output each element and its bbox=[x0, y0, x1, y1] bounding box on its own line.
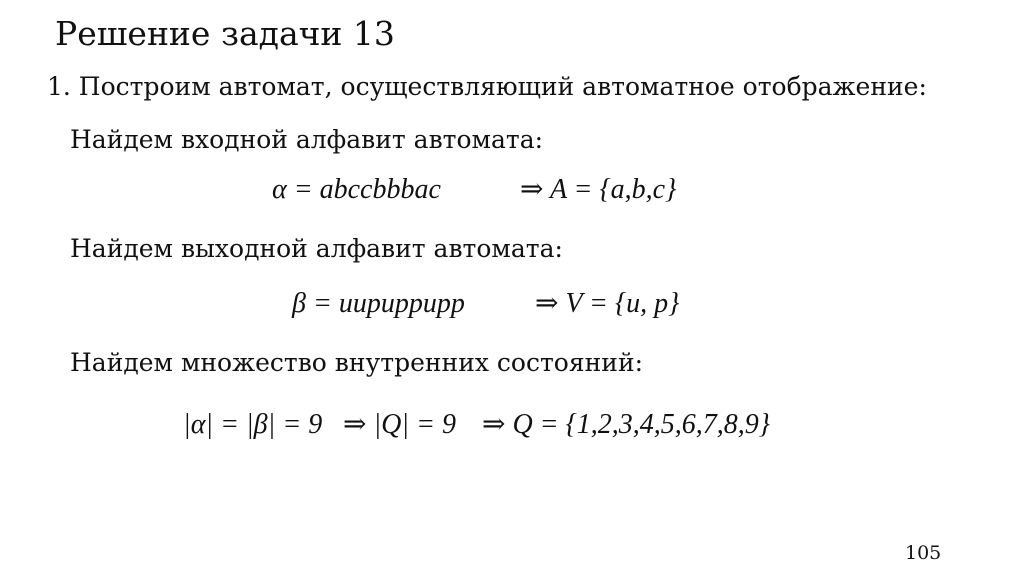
formula-state-count: ⇒ |Q| = 9 bbox=[343, 409, 456, 440]
formula-output-alphabet-set: ⇒ V = {u, p} bbox=[535, 288, 680, 319]
output-alphabet-heading: Найдем выходной алфавит автомата: bbox=[70, 234, 563, 263]
formula-state-set: ⇒ Q = {1,2,3,4,5,6,7,8,9} bbox=[482, 409, 770, 440]
formula-word-lengths: |α| = |β| = 9 bbox=[183, 409, 323, 440]
formula-input-alphabet-set: ⇒ A = {a,b,c} bbox=[520, 174, 677, 205]
states-heading: Найдем множество внутренних состояний: bbox=[70, 348, 644, 377]
page-number: 105 bbox=[905, 542, 942, 564]
input-alphabet-heading: Найдем входной алфавит автомата: bbox=[70, 125, 544, 154]
formula-alpha: α = abccbbbac bbox=[272, 174, 441, 205]
formula-beta: β = uupuppupp bbox=[292, 288, 465, 319]
step-1-text: 1. Построим автомат, осуществляющий автоматное отображение: bbox=[47, 72, 927, 101]
page-title: Решение задачи 13 bbox=[55, 14, 395, 53]
